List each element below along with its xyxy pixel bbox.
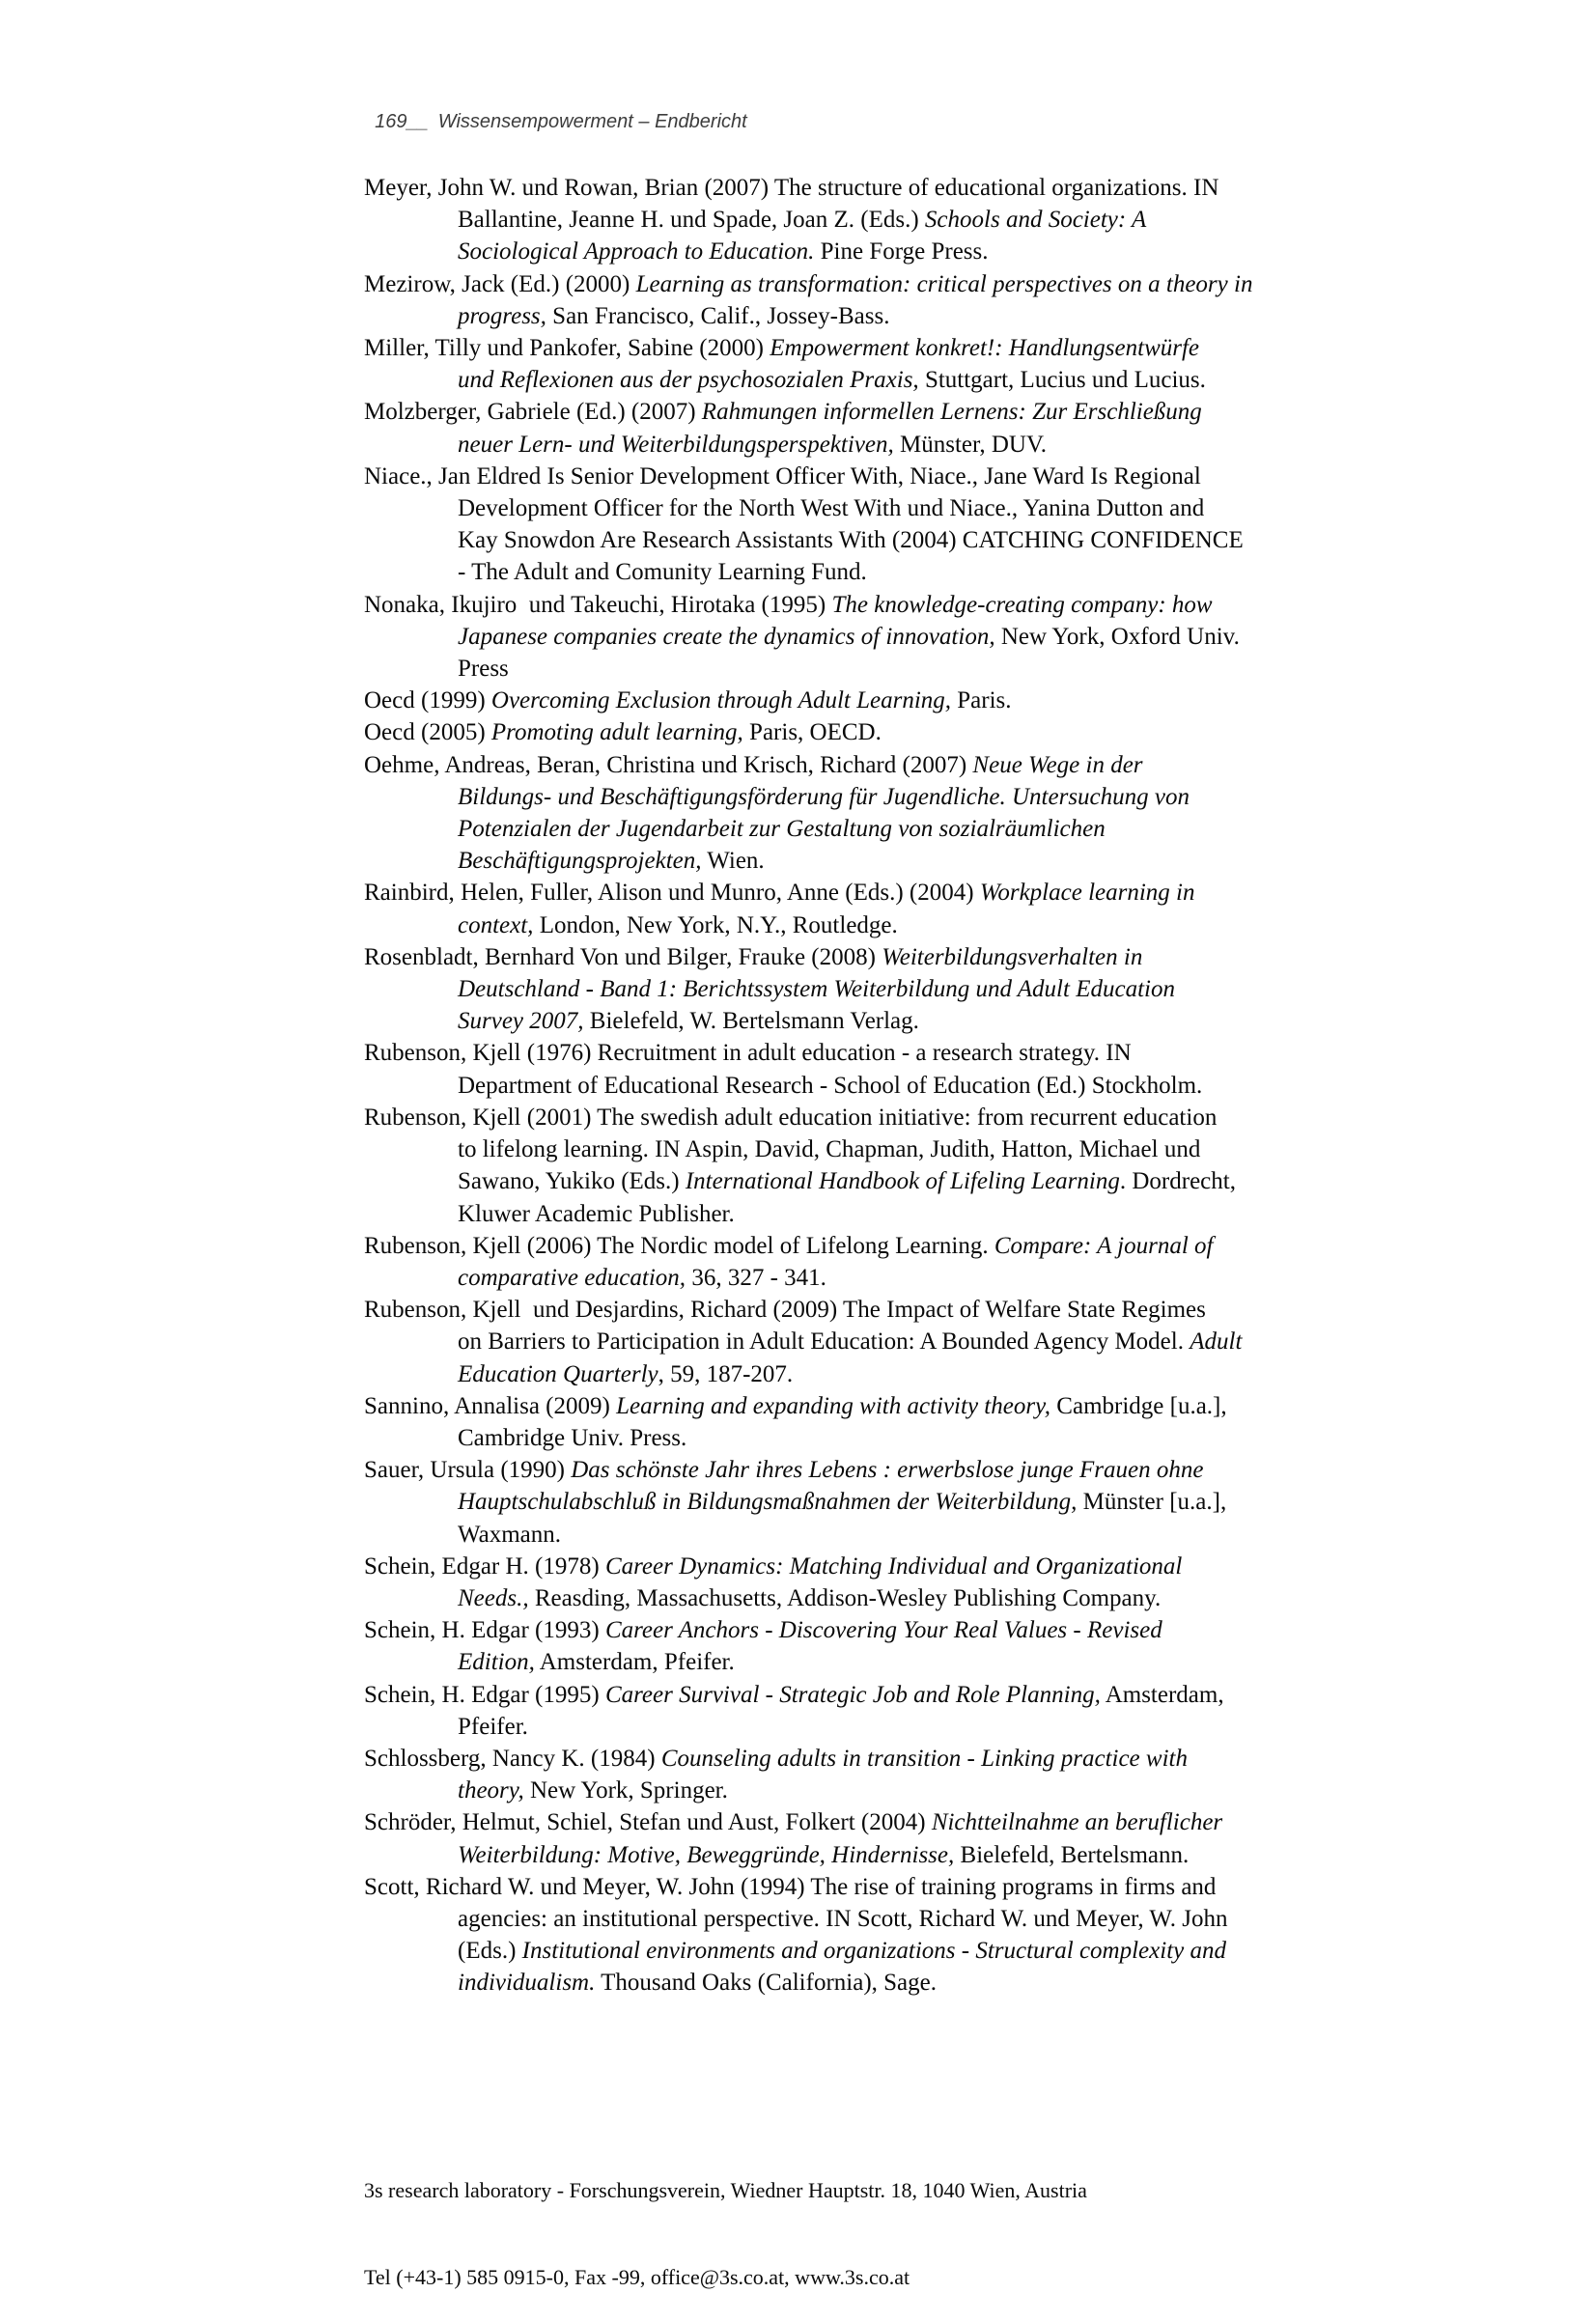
reference-title-segment: und Reflexionen aus der psychosozialen Praxis, bbox=[458, 367, 919, 394]
reference-text-segment: New York, Oxford Univ. bbox=[994, 623, 1240, 650]
reference-text-segment: Sawano, Yukiko (Eds.) bbox=[458, 1168, 686, 1195]
reference-title-segment: context, bbox=[458, 911, 534, 938]
reference-entry bbox=[364, 1454, 1252, 1551]
reference-entry bbox=[364, 1294, 1252, 1390]
reference-text-segment: Schröder, Helmut, Schiel, Stefan und Aust, Folkert (2004) bbox=[364, 1809, 932, 1836]
reference-text-segment: - The Adult and Comunity Learning Fund. bbox=[458, 559, 867, 586]
reference-title-segment: Institutional environments and organizations - Structural complexity and bbox=[521, 1938, 1226, 1965]
reference-line bbox=[364, 1198, 1252, 1230]
reference-text-segment: Department of Educational Research - School of Education (Ed.) Stockholm. bbox=[458, 1072, 1203, 1099]
reference-line bbox=[364, 1230, 1252, 1262]
reference-title-segment: Japanese companies create the dynamics of innovation, bbox=[458, 623, 995, 650]
reference-title-segment: Das schönste Jahr ihres Lebens : erwerbslose junge Frauen ohne bbox=[571, 1457, 1204, 1484]
reference-line bbox=[364, 1294, 1252, 1326]
reference-text-segment: Ballantine, Jeanne H. und Spade, Joan Z. (Eds.) bbox=[458, 207, 925, 234]
reference-line bbox=[364, 1711, 1252, 1743]
reference-line bbox=[364, 1486, 1252, 1518]
reference-title-segment: Rahmungen informellen Lernens: Zur Erschließung bbox=[701, 399, 1202, 426]
reference-text-segment: (Eds.) bbox=[458, 1938, 522, 1965]
reference-title-segment: The knowledge-creating company: how bbox=[831, 591, 1213, 618]
reference-text-segment: Rubenson, Kjell (1976) Recruitment in adult education - a research strategy. IN bbox=[364, 1040, 1132, 1067]
reference-line bbox=[364, 492, 1252, 524]
reference-text-segment: San Francisco, Calif., Jossey-Bass. bbox=[546, 302, 890, 329]
reference-entry bbox=[364, 589, 1252, 685]
reference-title-segment: Career Anchors - Discovering Your Real Values - Revised bbox=[604, 1617, 1162, 1644]
reference-line bbox=[364, 300, 1252, 332]
reference-line bbox=[364, 1454, 1252, 1486]
reference-title-segment: Potenzialen der Jugendarbeit zur Gestaltung von sozialräumlichen bbox=[458, 816, 1106, 843]
reference-line bbox=[364, 236, 1252, 267]
reference-line bbox=[364, 716, 1252, 748]
reference-line bbox=[364, 1262, 1252, 1294]
page-number: 169__ bbox=[375, 111, 429, 132]
reference-line bbox=[364, 941, 1252, 973]
reference-entry bbox=[364, 396, 1252, 460]
reference-title-segment: Education Quarterly bbox=[458, 1360, 658, 1387]
reference-title-segment: Sociological Approach to Education. bbox=[458, 238, 815, 266]
reference-text-segment: Paris. bbox=[951, 687, 1012, 714]
reference-text-segment: Rosenbladt, Bernhard Von und Bilger, Frauke (2008) bbox=[364, 943, 882, 970]
reference-title-segment: Empowerment konkret!: Handlungsentwürfe bbox=[770, 335, 1200, 362]
reference-line bbox=[364, 1390, 1252, 1422]
reference-text-segment: Scott, Richard W. und Meyer, W. John (1994) The rise of training programs in firms and bbox=[364, 1873, 1217, 1900]
reference-title-segment: Learning as transformation: critical perspectives on a theory in bbox=[635, 270, 1253, 297]
reference-title-segment: Bildungs- und Beschäftigungsförderung für Jugendliche. Untersuchung von bbox=[458, 783, 1190, 810]
reference-line bbox=[364, 877, 1252, 909]
reference-text-segment: Rubenson, Kjell (2001) The swedish adult education initiative: from recurrent education bbox=[364, 1104, 1218, 1131]
reference-text-segment: Nonaka, Ikujiro und Takeuchi, Hirotaka (1995) bbox=[364, 591, 832, 618]
reference-line bbox=[364, 1775, 1252, 1806]
reference-entry bbox=[364, 941, 1252, 1038]
reference-text-segment: Rubenson, Kjell und Desjardins, Richard (2009) The Impact of Welfare State Regimes bbox=[364, 1297, 1206, 1324]
reference-title-segment: Edition, bbox=[458, 1649, 535, 1676]
reference-entry bbox=[364, 1679, 1252, 1743]
reference-text-segment: Münster [u.a.], bbox=[1077, 1489, 1227, 1516]
reference-title-segment: Learning and expanding with activity theory, bbox=[616, 1392, 1051, 1419]
reference-title-segment: Beschäftigungsprojekten, bbox=[458, 848, 702, 875]
reference-line bbox=[364, 1070, 1252, 1102]
reference-text-segment: Sannino, Annalisa (2009) bbox=[364, 1392, 617, 1419]
reference-text-segment: Development Officer for the North West With und Niace., Yanina Dutton and bbox=[458, 495, 1205, 522]
reference-title-segment: theory, bbox=[458, 1777, 524, 1804]
reference-text-segment: Wien. bbox=[701, 848, 765, 875]
reference-line bbox=[364, 1871, 1252, 1903]
reference-text-segment: on Barriers to Participation in Adult Education: A Bounded Agency Model. bbox=[458, 1328, 1190, 1356]
reference-text-segment: Amsterdam, Pfeifer. bbox=[534, 1649, 735, 1676]
footer-contact: Tel (+43-1) 585 0915-0, Fax -99, office@3s.co.at, www.3s.co.at bbox=[364, 2265, 910, 2289]
reference-text-segment: Kay Snowdon Are Research Assistants With (2004) CATCHING CONFIDENCE bbox=[458, 527, 1244, 554]
reference-text-segment: 36, 327 - 341. bbox=[686, 1264, 826, 1291]
reference-line bbox=[364, 845, 1252, 877]
reference-entry bbox=[364, 1230, 1252, 1294]
reference-text-segment: Amsterdam, bbox=[1100, 1681, 1224, 1708]
reference-text-segment: to lifelong learning. IN Aspin, David, Chapman, Judith, Hatton, Michael und bbox=[458, 1136, 1201, 1163]
reference-line bbox=[364, 332, 1252, 364]
reference-line bbox=[364, 685, 1252, 716]
reference-line bbox=[364, 1519, 1252, 1551]
reference-text-segment: Mezirow, Jack (Ed.) (2000) bbox=[364, 270, 636, 297]
reference-line bbox=[364, 268, 1252, 300]
reference-line bbox=[364, 781, 1252, 813]
reference-entry bbox=[364, 716, 1252, 748]
reference-title-segment: comparative education, bbox=[458, 1264, 686, 1291]
reference-text-segment: Schein, H. Edgar (1993) bbox=[364, 1617, 605, 1644]
reference-text-segment: Bielefeld, W. Bertelsmann Verlag. bbox=[583, 1008, 919, 1035]
reference-text-segment: agencies: an institutional perspective. IN Scott, Richard W. und Meyer, W. John bbox=[458, 1905, 1228, 1932]
reference-title-segment: Schools and Society: A bbox=[924, 207, 1147, 234]
reference-line bbox=[364, 973, 1252, 1005]
reference-text-segment: Pfeifer. bbox=[458, 1713, 528, 1740]
reference-text-segment: Rubenson, Kjell (2006) The Nordic model of Lifelong Learning. bbox=[364, 1232, 994, 1259]
reference-text-segment: Schein, H. Edgar (1995) bbox=[364, 1681, 605, 1708]
page-footer bbox=[364, 2118, 1087, 2321]
reference-title-segment: Career Dynamics: Matching Individual and Organizational bbox=[604, 1552, 1183, 1580]
reference-line bbox=[364, 589, 1252, 621]
reference-text-segment: Niace., Jan Eldred Is Senior Development Officer With, Niace., Jane Ward Is Regional bbox=[364, 462, 1201, 489]
reference-title-segment: Nichtteilnahme an beruflicher bbox=[931, 1809, 1223, 1836]
reference-line bbox=[364, 1614, 1252, 1646]
reference-entry bbox=[364, 1871, 1252, 1999]
reference-text-segment: Stuttgart, Lucius und Lucius. bbox=[918, 367, 1206, 394]
reference-line bbox=[364, 556, 1252, 588]
reference-line bbox=[364, 172, 1252, 204]
reference-list bbox=[364, 172, 1252, 1999]
reference-line bbox=[364, 1646, 1252, 1678]
reference-line bbox=[364, 364, 1252, 396]
reference-text-segment: Reasding, Massachusetts, Addison-Wesley Publishing Company. bbox=[528, 1584, 1162, 1611]
reference-text-segment: New York, Springer. bbox=[523, 1777, 728, 1804]
reference-title-segment: Deutschland - Band 1: Berichtssystem Weiterbildung und Adult Education bbox=[458, 976, 1175, 1003]
reference-text-segment: London, New York, N.Y., Routledge. bbox=[533, 911, 898, 938]
reference-entry bbox=[364, 1037, 1252, 1101]
reference-line bbox=[364, 1422, 1252, 1454]
reference-text-segment: Sauer, Ursula (1990) bbox=[364, 1457, 572, 1484]
reference-line bbox=[364, 1582, 1252, 1614]
reference-text-segment: . Dordrecht, bbox=[1119, 1168, 1236, 1195]
reference-entry bbox=[364, 1551, 1252, 1614]
reference-entry bbox=[364, 172, 1252, 268]
reference-line bbox=[364, 1551, 1252, 1582]
reference-text-segment: , 59, 187-207. bbox=[658, 1360, 794, 1387]
reference-line bbox=[364, 1806, 1252, 1838]
reference-title-segment: individualism. bbox=[458, 1970, 596, 1997]
reference-entry bbox=[364, 1743, 1252, 1806]
reference-line bbox=[364, 1903, 1252, 1935]
reference-text-segment: Pine Forge Press. bbox=[814, 238, 989, 266]
reference-text-segment: Meyer, John W. und Rowan, Brian (2007) The structure of educational organizations. IN bbox=[364, 175, 1219, 201]
reference-title-segment: Neue Wege in der bbox=[972, 751, 1143, 778]
reference-entry bbox=[364, 877, 1252, 940]
reference-line bbox=[364, 461, 1252, 492]
reference-line bbox=[364, 749, 1252, 781]
reference-title-segment: Survey 2007, bbox=[458, 1008, 584, 1035]
reference-line bbox=[364, 1005, 1252, 1037]
reference-line bbox=[364, 1935, 1252, 1967]
reference-title-segment: Adult bbox=[1190, 1328, 1243, 1356]
reference-line bbox=[364, 1037, 1252, 1069]
reference-entry bbox=[364, 749, 1252, 878]
reference-text-segment: Oecd (2005) bbox=[364, 719, 491, 746]
reference-line bbox=[364, 1358, 1252, 1390]
page-header bbox=[364, 89, 747, 133]
reference-title-segment: Compare: A journal of bbox=[994, 1232, 1214, 1259]
reference-text-segment: Oehme, Andreas, Beran, Christina und Krisch, Richard (2007) bbox=[364, 751, 973, 778]
reference-line bbox=[364, 524, 1252, 556]
reference-line bbox=[364, 429, 1252, 461]
reference-entry bbox=[364, 1102, 1252, 1230]
reference-text-segment: Schein, Edgar H. (1978) bbox=[364, 1552, 605, 1580]
reference-line bbox=[364, 621, 1252, 653]
reference-title-segment: progress, bbox=[458, 302, 546, 329]
reference-entry bbox=[364, 1806, 1252, 1870]
reference-text-segment: Bielefeld, Bertelsmann. bbox=[954, 1841, 1190, 1868]
reference-title-segment: Needs., bbox=[458, 1584, 529, 1611]
reference-text-segment: Press bbox=[458, 656, 509, 683]
reference-line bbox=[364, 1326, 1252, 1357]
reference-title-segment: Weiterbildung: Motive, Beweggründe, Hindernisse, bbox=[458, 1841, 955, 1868]
reference-entry bbox=[364, 1614, 1252, 1678]
reference-title-segment: Hauptschulabschluß in Bildungsmaßnahmen der Weiterbildung, bbox=[458, 1489, 1078, 1516]
reference-line bbox=[364, 1165, 1252, 1197]
reference-text-segment: Oecd (1999) bbox=[364, 687, 491, 714]
reference-line bbox=[364, 813, 1252, 845]
reference-line bbox=[364, 1967, 1252, 1999]
reference-text-segment: Kluwer Academic Publisher. bbox=[458, 1200, 735, 1227]
reference-text-segment: Waxmann. bbox=[458, 1521, 561, 1548]
reference-text-segment: Cambridge Univ. Press. bbox=[458, 1424, 687, 1451]
header-title: Wissensempowerment – Endbericht bbox=[437, 111, 747, 132]
reference-title-segment: Promoting adult learning, bbox=[490, 719, 743, 746]
reference-text-segment: Molzberger, Gabriele (Ed.) (2007) bbox=[364, 399, 702, 426]
reference-line bbox=[364, 1679, 1252, 1711]
reference-line bbox=[364, 1102, 1252, 1133]
reference-text-segment: Rainbird, Helen, Fuller, Alison und Munro, Anne (Eds.) (2004) bbox=[364, 880, 980, 907]
footer-address: 3s research laboratory - Forschungsverein, Wiedner Hauptstr. 18, 1040 Wien, Austria bbox=[364, 2178, 1087, 2202]
reference-line bbox=[364, 1133, 1252, 1165]
reference-line bbox=[364, 204, 1252, 236]
reference-entry bbox=[364, 268, 1252, 332]
reference-title-segment: Career Survival - Strategic Job and Role Planning, bbox=[604, 1681, 1101, 1708]
reference-text-segment: Münster, DUV. bbox=[893, 431, 1048, 458]
reference-line bbox=[364, 1743, 1252, 1775]
reference-text-segment: Thousand Oaks (California), Sage. bbox=[595, 1970, 937, 1997]
reference-title-segment: Workplace learning in bbox=[979, 880, 1195, 907]
reference-entry bbox=[364, 1390, 1252, 1454]
reference-title-segment: Counseling adults in transition - Linking practice with bbox=[660, 1745, 1188, 1772]
reference-text-segment: Miller, Tilly und Pankofer, Sabine (2000) bbox=[364, 335, 770, 362]
reference-title-segment: Weiterbildungsverhalten in bbox=[882, 943, 1143, 970]
reference-text-segment: Paris, OECD. bbox=[742, 719, 882, 746]
reference-title-segment: neuer Lern- und Weiterbildungsperspektiven, bbox=[458, 431, 894, 458]
reference-text-segment: Schlossberg, Nancy K. (1984) bbox=[364, 1745, 661, 1772]
reference-text-segment: Cambridge [u.a.], bbox=[1050, 1392, 1227, 1419]
reference-line bbox=[364, 396, 1252, 428]
reference-title-segment: International Handbook of Lifeling Learning bbox=[685, 1168, 1120, 1195]
reference-entry bbox=[364, 685, 1252, 716]
reference-line bbox=[364, 1839, 1252, 1871]
reference-line bbox=[364, 653, 1252, 685]
reference-line bbox=[364, 909, 1252, 941]
reference-title-segment: Overcoming Exclusion through Adult Learning, bbox=[490, 687, 952, 714]
reference-entry bbox=[364, 461, 1252, 589]
reference-entry bbox=[364, 332, 1252, 396]
